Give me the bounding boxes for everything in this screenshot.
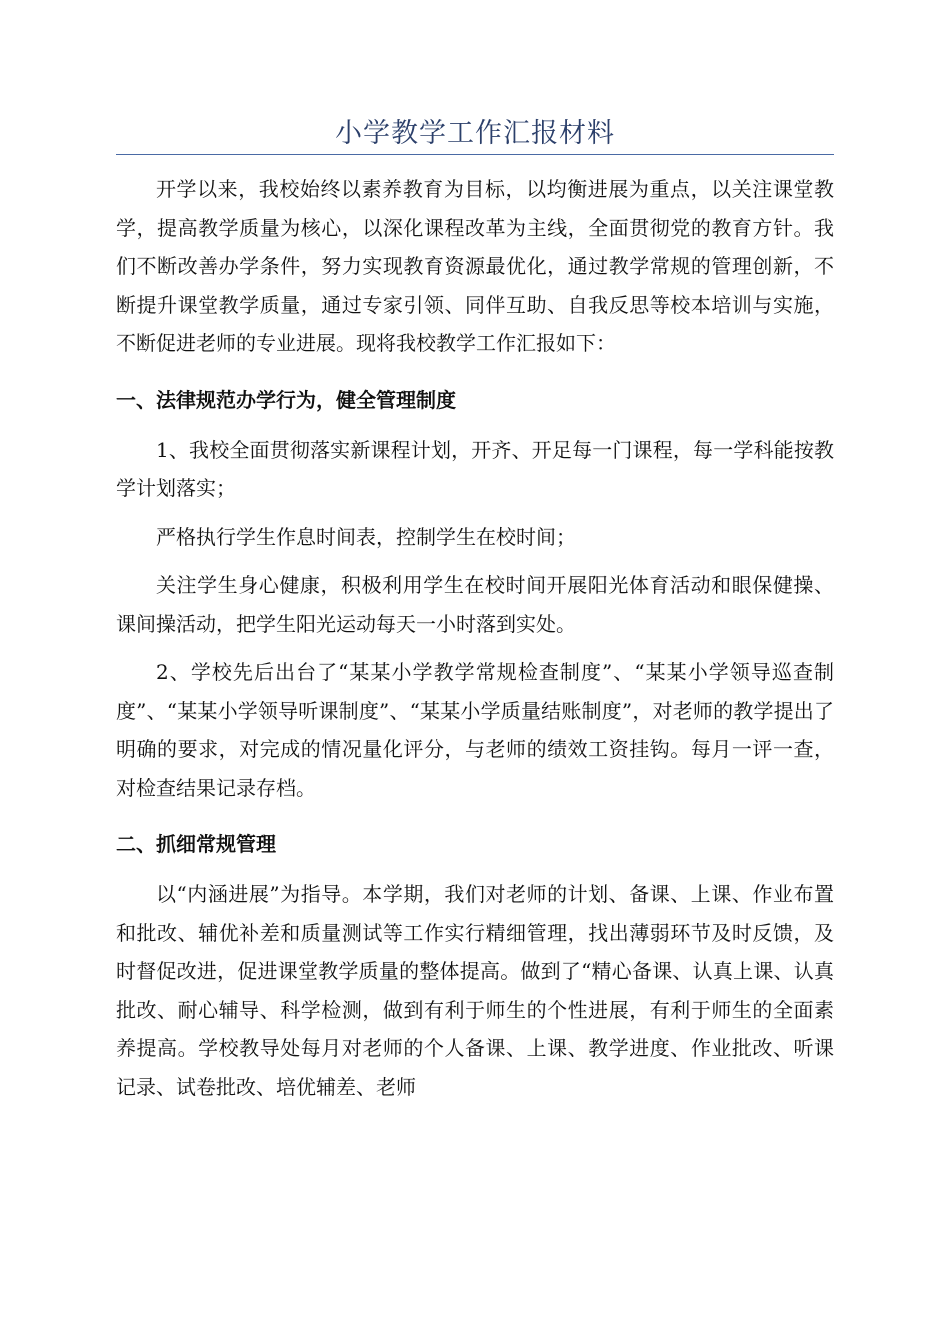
section-2-paragraph-1: 以“内涵进展”为指导。本学期，我们对老师的计划、备课、上课、作业布置和批改、辅优补差和质量测试等工作实行精细管理，找出薄弱环节及时反馈，及时督促改进，促进课堂教学质量的整体提高。做到了“精心备课、认真上课、认真批改、耐心辅导、科学检测，做到有利于师生的个性进展，有利于师生的全面素养提高。学校教导处每月对老师的个人备课、上课、教学进度、作业批改、听课记录、试卷批改、培优辅差、老师 — [116, 882, 834, 1099]
section-2-heading: 二、抓细常规管理 — [116, 832, 276, 856]
document-title: 小学教学工作汇报材料 — [335, 118, 615, 149]
document-body — [116, 170, 834, 1106]
section-1-paragraph-4: 2、学校先后出台了“某某小学教学常规检查制度”、“某某小学领导巡查制度”、“某某小学领导听课制度”、“某某小学质量结账制度”，对老师的教学提出了明确的要求，对完成的情况量化评分，与老师的绩效工资挂钩。每月一评一查，对检查结果记录存档。 — [116, 660, 834, 800]
section-1-heading: 一、法律规范办学行为，健全管理制度 — [116, 387, 456, 412]
section-1-paragraph-3: 关注学生身心健康，积极利用学生在校时间开展阳光体育活动和眼保健操、课间操活动，把学生阳光运动每天一小时落到实处。 — [116, 573, 834, 636]
intro-paragraph: 开学以来，我校始终以素养教育为目标，以均衡进展为重点，以关注课堂教学，提高教学质量为核心，以深化课程改革为主线，全面贯彻党的教育方针。我们不断改善办学条件，努力实现教育资源最优化，通过教学常规的管理创新，不断提升课堂教学质量，通过专家引领、同伴互助、自我反思等校本培训与实施，不断促进老师的专业进展。现将我校教学工作汇报如下： — [116, 177, 834, 355]
section-1-paragraph-2: 严格执行学生作息时间表，控制学生在校时间； — [156, 524, 576, 549]
section-1-paragraph-1: 1、我校全面贯彻落实新课程计划，开齐、开足每一门课程，每一学科能按教学计划落实； — [116, 437, 834, 500]
title-underline — [116, 154, 834, 155]
